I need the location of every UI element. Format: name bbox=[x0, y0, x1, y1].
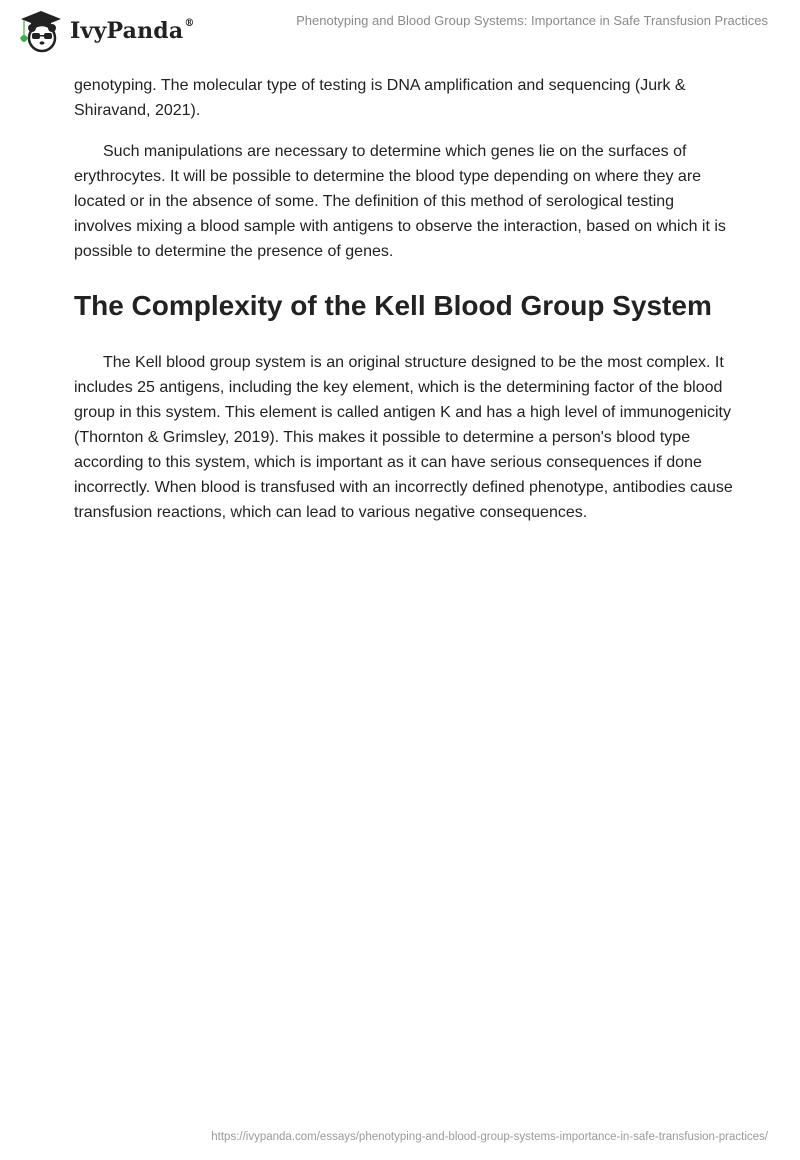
paragraph: genotyping. The molecular type of testing is DNA amplification and sequencing (Jurk & Shiravand, 2021). bbox=[74, 77, 686, 119]
panda-graduate-icon bbox=[18, 8, 64, 54]
document-title: Phenotyping and Blood Group Systems: Importance in Safe Transfusion Practices bbox=[296, 13, 768, 28]
logo-wordmark: IvyPanda® bbox=[70, 18, 195, 44]
ivypanda-logo[interactable] bbox=[18, 8, 195, 54]
essay-content bbox=[74, 73, 734, 525]
paragraph: The Kell blood group system is an original structure designed to be the most complex. It includes 25 antigens, including the key element, which is the determining factor of the blood group in this system. This element is called antigen K and has a high level of immunogenicity (Thornton & Grimsley, 2019). This makes it possible to determine a person's blood type according to this system, which is important as it can have serious consequences if done incorrectly. When blood is transfused with an incorrectly defined phenotype, antibodies cause transfusion reactions, which can lead to various negative consequences. bbox=[74, 354, 733, 521]
source-url[interactable]: https://ivypanda.com/essays/phenotyping-and-blood-group-systems-importance-in-safe-transfusion-practices/ bbox=[211, 1131, 768, 1143]
paragraph: Such manipulations are necessary to determine which genes lie on the surfaces of erythrocytes. It will be possible to determine the blood type depending on where they are located or in the absence of some. The definition of this method of serological testing involves mixing a blood sample with antigens to observe the interaction, based on which it is possible to determine the presence of genes. bbox=[74, 143, 726, 260]
section-heading: The Complexity of the Kell Blood Group System bbox=[74, 290, 712, 321]
page-header bbox=[0, 0, 800, 60]
